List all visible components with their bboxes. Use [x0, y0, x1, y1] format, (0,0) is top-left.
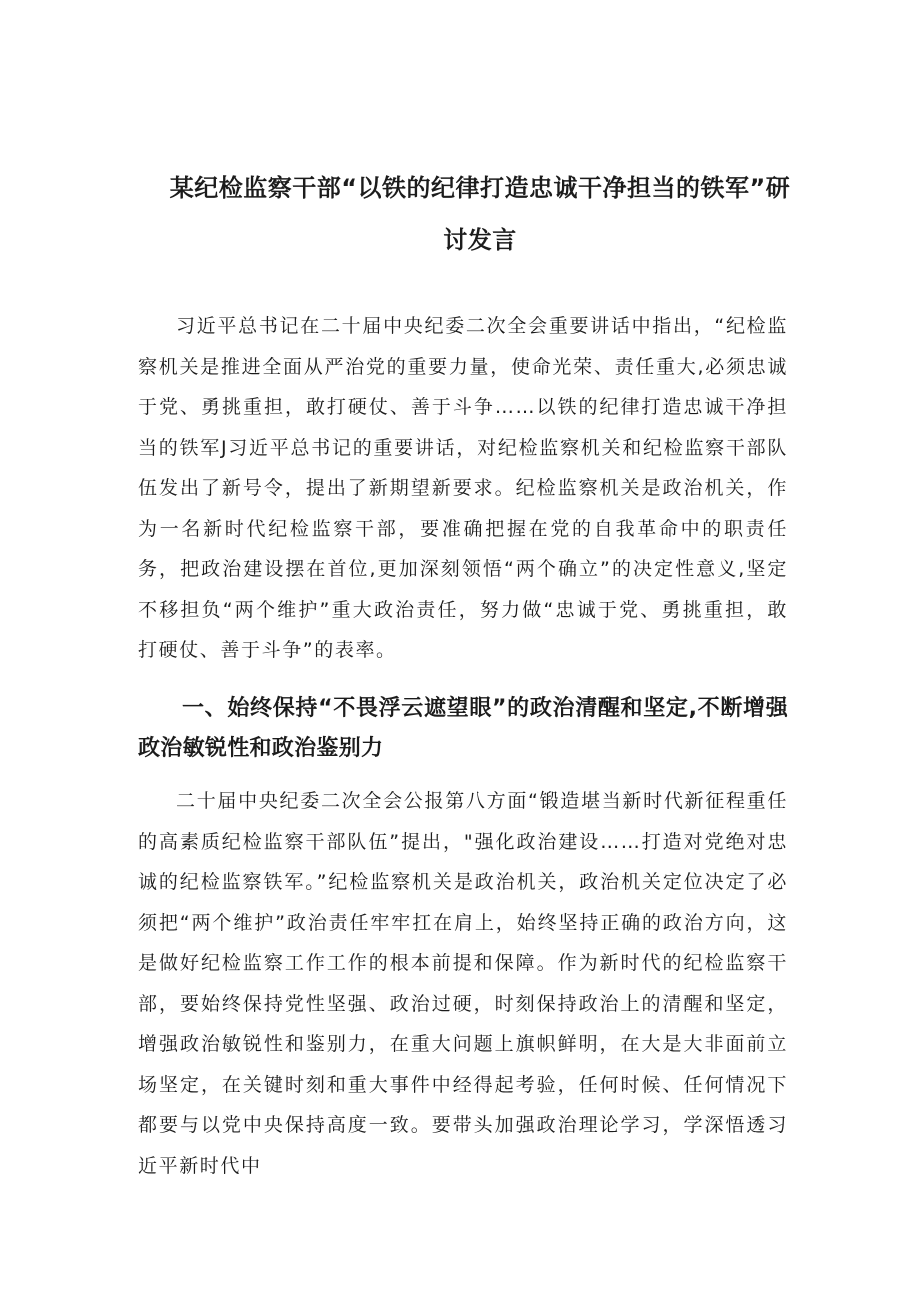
document-title: 某纪检监察干部“以铁的纪律打造忠诚干净担当的铁军”研讨发言	[169, 174, 791, 254]
section-paragraph: 二十届中央纪委二次全会公报第八方面“锻造堪当新时代新征程重任的高素质纪检监察干部队伍”提出，"强化政治建设……打造对党绝对忠诚的纪检监察铁军。”纪检监察机关是政治机关，政治机关定位决定了必须把“两个维护”政治责任牢牢扛在肩上，始终坚持正确的政治方向，这是做好纪检监察工作工作的根本前提和保障。作为新时代的纪检监察干部，要始终保持党性坚强、政治过硬，时刻保持政治上的清醒和坚定，增强政治敏锐性和鉴别力，在重大问题上旗帜鲜明，在大是大非面前立场坚定，在关键时刻和重大事件中经得起考验，任何时候、任何情况下都要与以党中央保持高度一致。要带头加强政治理论学习，学深悟透习近平新时代中	[138, 790, 788, 1177]
intro-paragraph: 习近平总书记在二十届中央纪委二次全会重要讲话中指出，“纪检监察机关是推进全面从严治党的重要力量，使命光荣、责任重大,必须忠诚于党、勇挑重担，敢打硬仗、善于斗争……以铁的纪律打造忠诚干净担当的铁军J习近平总书记的重要讲话，对纪检监察机关和纪检监察干部队伍发出了新号令，提出了新期望新要求。纪检监察机关是政治机关，作为一名新时代纪检监察干部，要准确把握在党的自我革命中的职责任务，把政治建设摆在首位,更加深刻领悟“两个确立”的决定性意义,坚定不移担负“两个维护”重大政治责任，努力做“忠诚于党、勇挑重担，敢打硬仗、善于斗争”的表率。	[138, 315, 788, 661]
section-heading: 一、始终保持“不畏浮云遮望眼”的政治清醒和坚定,不断增强政治敏锐性和政治鉴别力	[138, 696, 788, 761]
